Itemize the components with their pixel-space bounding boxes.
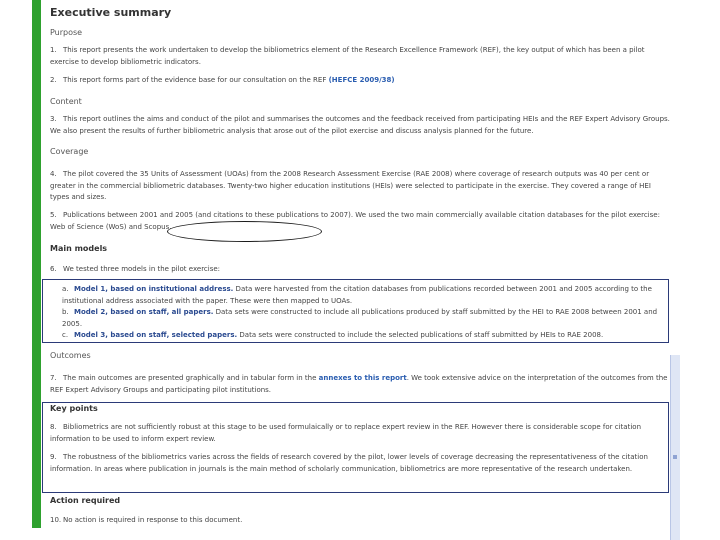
- paragraph-text: This report outlines the aims and conduct of the pilot and summarises the outcomes and the feedback received from participating HEIs and the REF Expert Advisory Groups. We also present the results of further bibliometric analysis that arose out of the pilot exercise and discuss analysis planned for the future.: [50, 115, 670, 135]
- model-text: Data were harvested from the citation databases from publications recorded between 2001 and 2005 according to the institutional address associated with the paper. These were then mapped to UOAs.: [62, 285, 652, 305]
- paragraph-text: Publications between 2001 and 2005 (and citations to these publications to 2007). We used the two main commercially available citation databases for the pilot exercise: Web of Science (WoS) and Scopus.: [50, 211, 660, 231]
- paragraph-2: [50, 75, 670, 87]
- paragraph-number: 7.: [50, 374, 57, 382]
- paragraph-text: This report presents the work undertaken to develop the bibliometrics element of the Research Excellence Framework (REF), the key output of which has been a pilot exercise to develop bibliometric indicators.: [50, 46, 645, 66]
- hefce-link[interactable]: (HEFCE 2009/38): [328, 76, 395, 84]
- heading-coverage: Coverage: [50, 147, 89, 156]
- model-text: Data sets were constructed to include all publications produced by staff submitted by the HEI to RAE 2008 between 2001 and 2005.: [62, 308, 658, 328]
- paragraph-1: [50, 45, 670, 68]
- model-letter: b.: [62, 308, 69, 316]
- model-label: Model 3, based on staff, selected papers.: [74, 331, 238, 339]
- models-highlight-box: [42, 279, 669, 343]
- paragraph-number: 10.: [50, 516, 62, 524]
- paragraph-7: [50, 373, 670, 396]
- heading-outcomes: Outcomes: [50, 351, 91, 360]
- green-sidebar-bar: [32, 0, 41, 528]
- paragraph-number: 8.: [50, 423, 57, 431]
- model-label: Model 1, based on institutional address.: [74, 285, 234, 293]
- paragraph-3: [50, 114, 670, 137]
- heading-action-required: Action required: [50, 496, 121, 505]
- page-title: Executive summary: [50, 6, 172, 19]
- model-label: Model 2, based on staff, all papers.: [74, 308, 214, 316]
- paragraph-4: [50, 169, 670, 204]
- paragraph-number: 2.: [50, 76, 57, 84]
- paragraph-number: 6.: [50, 265, 57, 273]
- paragraph-text: The pilot covered the 35 Units of Assessment (UOAs) from the 2008 Research Assessment Exercise (RAE 2008) where coverage of research outputs was 40 per cent or greater in the commercial bibliometric databases. Twenty-two higher education institutions (HEIs) were selected to participate in the exercise. They covered a range of HEI types and sizes.: [50, 170, 651, 201]
- paragraph-text-tail: . We took extensive advice on the interpretation of the outcomes from the REF Expert Advisory Groups and participating pilot institutions.: [50, 374, 668, 394]
- paragraph-number: 5.: [50, 211, 57, 219]
- model-letter: a.: [62, 285, 69, 293]
- paragraph-10: [50, 515, 670, 527]
- paragraph-6: [50, 264, 670, 276]
- paragraph-text: The main outcomes are presented graphically and in tabular form in the: [63, 374, 319, 382]
- heading-content: Content: [50, 97, 82, 106]
- database-names-circle: [167, 221, 322, 242]
- key-points-highlight-box: [42, 402, 669, 493]
- paragraph-number: 4.: [50, 170, 57, 178]
- paragraph-text: Bibliometrics are not sufficiently robust at this stage to be used formulaically or to replace expert review in the REF. However there is considerable scope for citation information to be used to inform expert review.: [50, 423, 642, 443]
- heading-main-models: Main models: [50, 244, 108, 253]
- heading-key-points: Key points: [50, 404, 98, 413]
- paragraph-number: 3.: [50, 115, 57, 123]
- annexes-link[interactable]: annexes to this report: [318, 374, 407, 382]
- paragraph-text: The robustness of the bibliometrics varies across the fields of research covered by the pilot, lower levels of coverage decreasing the representativeness of the citation information. In areas where publication in journals is the main method of scholarly communication, bibliometrics are more representative of the research undertaken.: [50, 453, 648, 473]
- paragraph-text: We tested three models in the pilot exercise:: [63, 265, 221, 273]
- paragraph-text: No action is required in response to this document.: [63, 516, 243, 524]
- model-text: Data sets were constructed to include the selected publications of staff submitted by HEIs to RAE 2008.: [237, 331, 604, 339]
- vertical-scrollbar[interactable]: [670, 355, 680, 540]
- heading-purpose: Purpose: [50, 28, 83, 37]
- paragraph-5: [50, 210, 670, 233]
- paragraph-number: 9.: [50, 453, 57, 461]
- paragraph-text: This report forms part of the evidence base for our consultation on the REF: [63, 76, 329, 84]
- scrollbar-marker: [673, 455, 677, 459]
- model-letter: c.: [62, 331, 69, 339]
- paragraph-number: 1.: [50, 46, 57, 54]
